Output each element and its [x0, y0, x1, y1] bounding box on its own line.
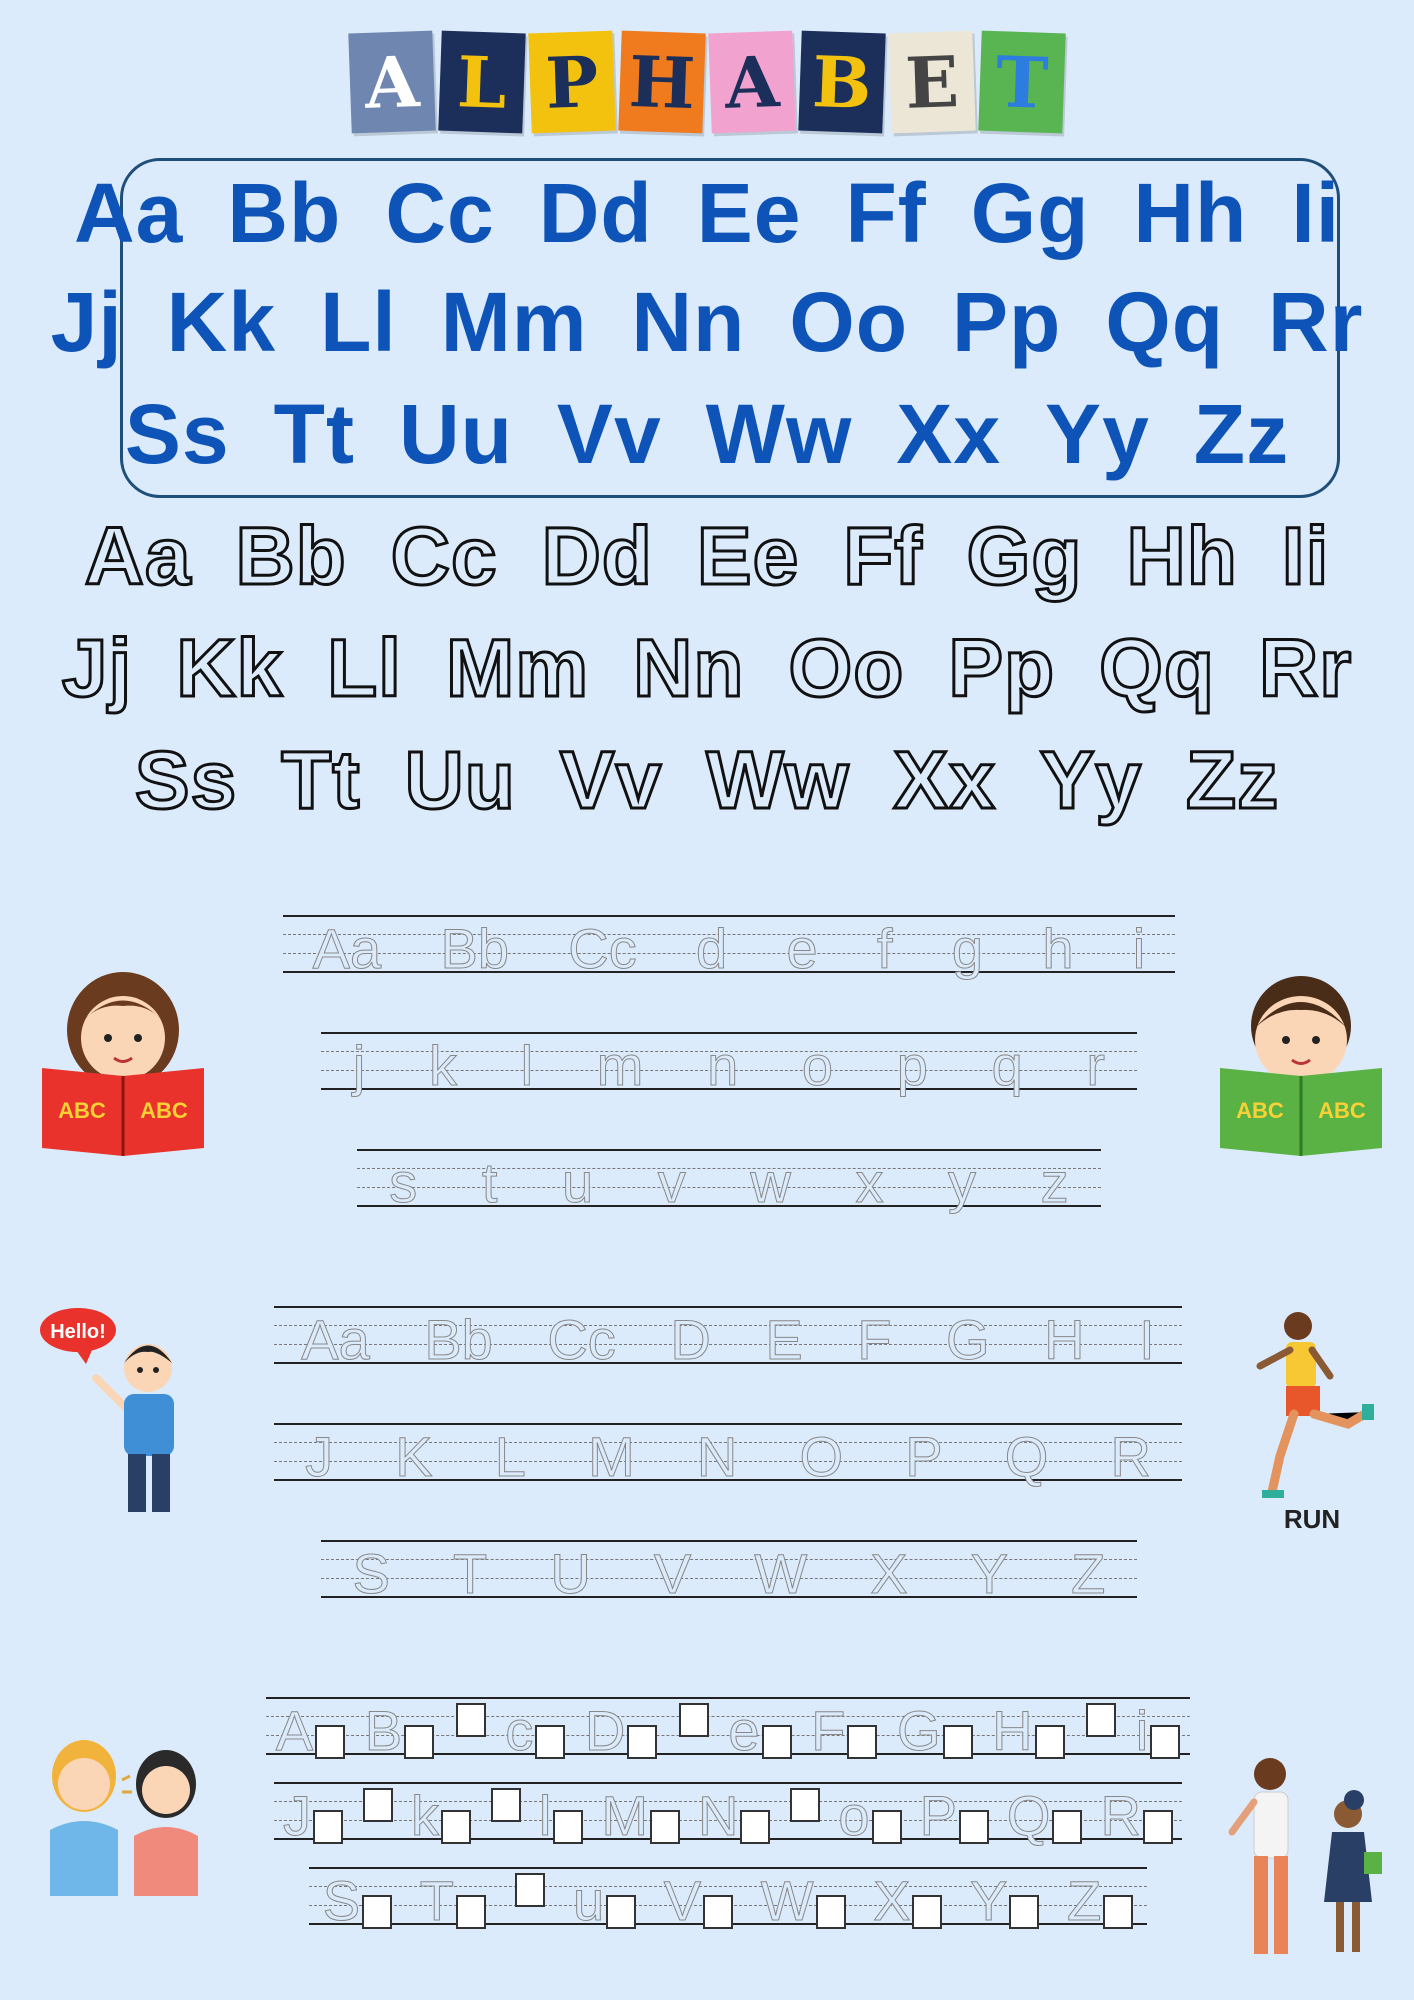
trace-letters [266, 1699, 1190, 1762]
trace-letter: w [750, 1151, 791, 1214]
title-letter-tile: A [708, 31, 795, 134]
trace-letter: M [588, 1425, 635, 1488]
letter-pair: Nn [631, 275, 746, 369]
solid-row-3 [0, 386, 1414, 483]
trace-letter: E [765, 1308, 803, 1371]
letter-with-blank [873, 1869, 942, 1932]
trace-letter: x [855, 1151, 884, 1214]
guide-line [357, 1149, 1101, 1151]
runner-illustration [1250, 1306, 1380, 1536]
blank-box[interactable] [553, 1810, 583, 1844]
blank-box[interactable] [943, 1725, 973, 1759]
letter-pair: Ii [1291, 166, 1341, 260]
title-letter-tile: E [888, 31, 975, 134]
outline-row-3 [0, 734, 1414, 828]
trace-letter: A [275, 1699, 314, 1762]
letter-pair: Qq [1105, 275, 1225, 369]
letter-with-blank [760, 1869, 846, 1932]
blank-box[interactable] [606, 1895, 636, 1929]
trace-letters [321, 1034, 1137, 1097]
trace-letter: u [573, 1869, 605, 1932]
letter-with-blank [364, 1699, 434, 1762]
letter-with-blank [1135, 1699, 1180, 1762]
blank-box[interactable] [1103, 1895, 1133, 1929]
trace-letter: P [919, 1784, 957, 1847]
blank-box[interactable] [491, 1788, 521, 1822]
trace-letters [283, 917, 1175, 980]
letter-pair: Tt [273, 387, 355, 481]
blank-box[interactable] [404, 1725, 434, 1759]
trace-letter: e [786, 917, 818, 980]
letter-pair: Pp [952, 275, 1062, 369]
trace-letter: e [728, 1699, 760, 1762]
blank-box[interactable] [456, 1895, 486, 1929]
blank-box[interactable] [847, 1725, 877, 1759]
blank-box[interactable] [1035, 1725, 1065, 1759]
trace-letter: Z [1071, 1542, 1106, 1605]
trace-letter: j [352, 1034, 366, 1097]
teacher-student-illustration [1214, 1752, 1394, 1966]
trace-letter: F [857, 1308, 892, 1371]
trace-letter: Y [970, 1869, 1008, 1932]
trace-letter: T [453, 1542, 488, 1605]
trace-letter: Bb [424, 1308, 493, 1371]
hello-text: Hello! [50, 1321, 106, 1343]
blank-box[interactable] [1009, 1895, 1039, 1929]
letter-with-blank [970, 1869, 1039, 1932]
title-letter-tile: H [618, 31, 705, 134]
trace-letter: S [322, 1869, 361, 1932]
trace-row-upper-3 [321, 1540, 1137, 1605]
outline-row-2 [0, 622, 1414, 716]
letter-pair: Ee [696, 166, 802, 260]
book-label-right: ABC [1318, 1098, 1366, 1123]
letter-with-blank [698, 1784, 770, 1847]
letter-pair: Mm [440, 275, 588, 369]
blank-box[interactable] [441, 1810, 471, 1844]
trace-letter: N [696, 1425, 738, 1488]
letter-pair: Xx [896, 387, 1002, 481]
letter-pair: Ww [705, 387, 853, 481]
blank-row-1 [266, 1697, 1190, 1762]
trace-letter: Bb [440, 917, 509, 980]
trace-letter: n [707, 1034, 739, 1097]
blank-row-3 [309, 1867, 1147, 1932]
trace-letter: m [596, 1034, 644, 1097]
outline-letter-pair: Ii [1281, 511, 1330, 602]
guide-line [283, 915, 1175, 917]
blank-box[interactable] [313, 1810, 343, 1844]
blank-box[interactable] [315, 1725, 345, 1759]
letter-pair: Kk [166, 275, 277, 369]
trace-letter: U [550, 1542, 591, 1605]
trace-letter: c [505, 1699, 534, 1762]
blank-box[interactable] [362, 1895, 392, 1929]
trace-letter: i [1135, 1699, 1149, 1762]
title-letter-tile: L [438, 31, 525, 134]
outline-letter-pair: Uu [404, 735, 516, 826]
letter-pair: Ss [124, 387, 230, 481]
trace-letter: W [760, 1869, 814, 1932]
outline-letter-pair: Cc [390, 511, 498, 602]
trace-letter: l [538, 1784, 552, 1847]
trace-letter: f [876, 917, 893, 980]
trace-letter: X [873, 1869, 911, 1932]
trace-letter: r [1086, 1034, 1106, 1097]
letter-with-blank [322, 1869, 392, 1932]
two-girls-talking-illustration [30, 1736, 210, 1902]
boy-hello-illustration [36, 1308, 206, 1522]
trace-letter: J [305, 1425, 334, 1488]
trace-letter: u [562, 1151, 594, 1214]
letter-with-blank [282, 1784, 343, 1847]
trace-letter: H [1044, 1308, 1085, 1371]
letter-with-blank [838, 1784, 901, 1847]
trace-letter: J [282, 1784, 311, 1847]
letter-with-blank [419, 1869, 486, 1932]
letter-with-blank [601, 1784, 680, 1847]
trace-letters [357, 1151, 1101, 1214]
outline-letter-pair: Ww [706, 735, 850, 826]
title-letter-tile: P [528, 31, 615, 134]
trace-letter: p [896, 1034, 928, 1097]
trace-letter: D [670, 1308, 711, 1371]
trace-letter: l [520, 1034, 534, 1097]
blank-box[interactable] [740, 1810, 770, 1844]
letter-with-blank [1006, 1784, 1083, 1847]
letter-with-blank [505, 1699, 565, 1762]
outline-letter-pair: Ee [696, 511, 800, 602]
letter-pair: Gg [970, 166, 1090, 260]
outline-letter-pair: Qq [1099, 623, 1216, 714]
trace-letter: Cc [547, 1308, 616, 1371]
trace-letter: k [428, 1034, 457, 1097]
outline-letter-pair: Oo [788, 623, 905, 714]
trace-letter: D [584, 1699, 626, 1762]
trace-letter: Cc [568, 917, 637, 980]
letter-with-blank [538, 1784, 583, 1847]
trace-letter: z [1040, 1151, 1069, 1214]
trace-letter: H [992, 1699, 1033, 1762]
letter-with-blank [1100, 1784, 1172, 1847]
blank-box[interactable] [1143, 1810, 1173, 1844]
trace-row-lower-2 [321, 1032, 1137, 1097]
blank-box[interactable] [703, 1895, 733, 1929]
trace-letter: k [410, 1784, 439, 1847]
letter-pair: Oo [789, 275, 909, 369]
book-label-left: ABC [1236, 1098, 1284, 1123]
trace-letters [274, 1308, 1182, 1371]
letter-with-blank [992, 1699, 1064, 1762]
trace-letter: i [1132, 917, 1146, 980]
letter-with-blank [811, 1699, 877, 1762]
outline-letter-pair: Jj [61, 623, 133, 714]
letter-with-blank [663, 1869, 733, 1932]
trace-letter: v [657, 1151, 686, 1214]
letter-pair: Ff [845, 166, 927, 260]
blank-box[interactable] [1052, 1810, 1082, 1844]
trace-letter: y [948, 1151, 977, 1214]
letter-pair: Jj [50, 275, 123, 369]
trace-letter: P [905, 1425, 943, 1488]
title-letter-tile: T [978, 31, 1065, 134]
blank-box[interactable] [1150, 1725, 1180, 1759]
book-label-left: ABC [58, 1098, 106, 1123]
letter-with-blank [919, 1784, 989, 1847]
letter-with-blank [584, 1699, 657, 1762]
girl-reading-illustration [38, 968, 208, 1160]
blank-box[interactable] [535, 1725, 565, 1759]
trace-letter: s [389, 1151, 418, 1214]
trace-letter: Z [1066, 1869, 1102, 1932]
outline-letter-pair: Rr [1259, 623, 1353, 714]
trace-letters [309, 1869, 1147, 1932]
trace-letter: V [653, 1542, 692, 1605]
letter-pair: Bb [227, 166, 342, 260]
blank-box[interactable] [515, 1873, 545, 1907]
trace-letter: B [364, 1699, 403, 1762]
blank-box[interactable] [872, 1810, 902, 1844]
blank-box[interactable] [762, 1725, 792, 1759]
guide-line [321, 1540, 1137, 1542]
blank-box[interactable] [650, 1810, 680, 1844]
alphabet-title [0, 32, 1414, 132]
outline-letter-pair: Gg [966, 511, 1083, 602]
trace-letter: Q [1004, 1425, 1049, 1488]
trace-letter: K [395, 1425, 433, 1488]
outline-letter-pair: Ss [134, 735, 238, 826]
outline-letter-pair: Aa [84, 511, 192, 602]
letter-pair: Aa [73, 166, 184, 260]
trace-letter: o [838, 1784, 870, 1847]
trace-letter: d [696, 917, 728, 980]
letter-pair: Uu [398, 387, 513, 481]
trace-letters [274, 1425, 1182, 1488]
trace-letter: Y [970, 1542, 1009, 1605]
trace-letter: q [991, 1034, 1023, 1097]
outline-letter-pair: Mm [445, 623, 590, 714]
trace-letter: N [698, 1784, 739, 1847]
trace-letter: h [1042, 917, 1074, 980]
title-letter-tile: A [348, 31, 435, 134]
title-letter-tile: B [798, 31, 885, 134]
book-label-right: ABC [140, 1098, 188, 1123]
blank-box[interactable] [363, 1788, 393, 1822]
outline-letter-pair: Ff [843, 511, 923, 602]
letter-pair: Dd [538, 166, 653, 260]
trace-row-lower-3 [357, 1149, 1101, 1214]
blank-box[interactable] [959, 1810, 989, 1844]
trace-letter: g [951, 917, 984, 980]
outline-letter-pair: Kk [176, 623, 284, 714]
trace-letters [321, 1542, 1137, 1605]
trace-letter: X [870, 1542, 908, 1605]
letter-with-blank [573, 1869, 636, 1932]
trace-letter: Q [1006, 1784, 1051, 1847]
trace-row-upper-2 [274, 1423, 1182, 1488]
letter-pair: Zz [1193, 387, 1290, 481]
outline-letter-pair: Tt [281, 735, 361, 826]
letter-with-blank [1066, 1869, 1133, 1932]
boy-reading-illustration [1216, 968, 1386, 1160]
run-text: RUN [1283, 1504, 1341, 1534]
trace-letter: L [494, 1425, 526, 1488]
outline-letter-pair: Bb [235, 511, 347, 602]
blank-box[interactable] [912, 1895, 942, 1929]
outline-letter-pair: Pp [948, 623, 1056, 714]
outline-letter-pair: Ll [327, 623, 402, 714]
trace-letter: T [419, 1869, 454, 1932]
trace-letter: R [1110, 1425, 1151, 1488]
solid-row-1 [0, 165, 1414, 262]
outline-letter-pair: Dd [541, 511, 653, 602]
trace-letter: W [754, 1542, 808, 1605]
trace-letter: V [663, 1869, 702, 1932]
trace-letter: Aa [312, 917, 382, 980]
outline-letter-pair: Vv [559, 735, 663, 826]
letter-with-blank [896, 1699, 973, 1762]
blank-box[interactable] [456, 1703, 486, 1737]
blank-box[interactable] [1086, 1703, 1116, 1737]
blank-box[interactable] [816, 1895, 846, 1929]
trace-row-upper-1 [274, 1306, 1182, 1371]
letter-with-blank [728, 1699, 791, 1762]
trace-letter: Aa [301, 1308, 370, 1371]
outline-row-1 [0, 510, 1414, 604]
trace-letter: S [352, 1542, 390, 1605]
letter-pair: Yy [1045, 387, 1150, 481]
trace-letter: o [801, 1034, 834, 1097]
outline-letter-pair: Xx [893, 735, 996, 826]
letter-pair: Cc [385, 166, 495, 260]
trace-letters [274, 1784, 1182, 1847]
trace-row-lower-1 [283, 915, 1175, 980]
blank-box[interactable] [679, 1703, 709, 1737]
trace-letter: G [946, 1308, 990, 1371]
letter-pair: Hh [1133, 166, 1248, 260]
outline-letter-pair: Hh [1126, 511, 1238, 602]
blank-box[interactable] [627, 1725, 657, 1759]
blank-box[interactable] [790, 1788, 820, 1822]
outline-letter-pair: Zz [1186, 735, 1280, 826]
blank-row-2 [274, 1782, 1182, 1847]
trace-letter: O [799, 1425, 844, 1488]
letter-with-blank [275, 1699, 345, 1762]
trace-letter: M [601, 1784, 649, 1847]
trace-letter: t [481, 1151, 498, 1214]
trace-letter: I [1139, 1308, 1155, 1371]
trace-letter: R [1100, 1784, 1141, 1847]
letter-pair: Vv [556, 387, 662, 481]
letter-pair: Rr [1268, 275, 1364, 369]
trace-letter: G [896, 1699, 941, 1762]
outline-letter-pair: Yy [1039, 735, 1143, 826]
trace-letter: F [811, 1699, 846, 1762]
outline-letter-pair: Nn [633, 623, 745, 714]
solid-row-2 [0, 274, 1414, 371]
letter-pair: Ll [320, 275, 397, 369]
letter-with-blank [410, 1784, 471, 1847]
